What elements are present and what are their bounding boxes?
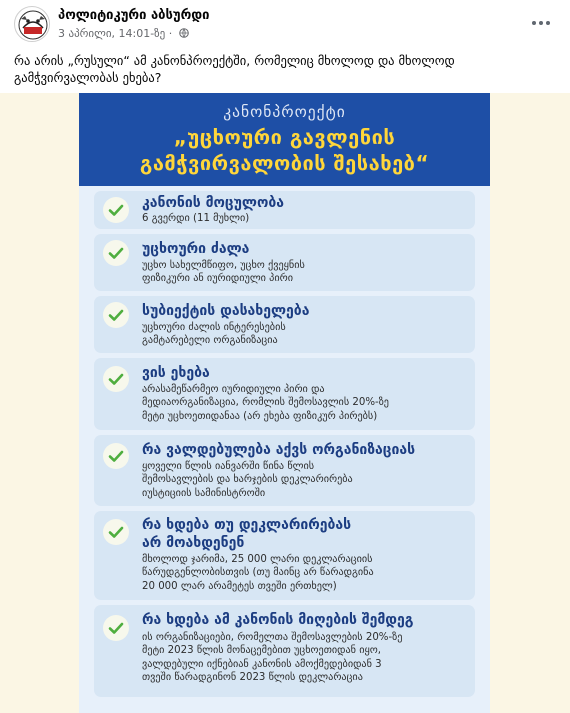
law-point-title: სუბიექტის დასახელება: [142, 303, 310, 319]
check-circle-icon: [103, 443, 129, 469]
check-circle-icon: [103, 519, 129, 545]
law-point-body-line: არასამეწარმეო იურიდიული პირი და: [142, 384, 325, 395]
law-point-body: [142, 631, 467, 684]
law-point-title-line: არ მოახდენენ: [142, 535, 245, 551]
law-point-body-line: 20 000 ლარ არამეტეს თვეში ერთხელ): [142, 580, 337, 592]
infographic-pretitle: კანონპროექტი: [223, 103, 346, 121]
check-circle-icon: [103, 197, 129, 223]
post-caption: რა არის „რუსული“ ამ კანონპროექტში, რომელიც მხოლოდ და მხოლოდ გამჭვირვალობას ეხება?: [14, 53, 455, 85]
infographic-title-line1: „უცხოური გავლენის: [173, 125, 396, 149]
law-point-body-line: 6 გვერდი (11 მუხლი): [142, 213, 250, 224]
law-point-title: კანონის მოცულობა: [142, 195, 284, 211]
law-point-item: [94, 435, 475, 506]
law-point-body-line: მეტი 2023 წლის მონაცემებით უცხოეთიდან იყო,: [142, 645, 381, 657]
law-point-body-line: წარუდგენლობისთვის (თუ მაინც არ წარადგინა: [142, 567, 374, 579]
check-circle-icon: [103, 240, 129, 266]
law-point-title-line: რა ხდება თუ დეკლარირებას: [142, 517, 352, 533]
law-point-item: [94, 605, 475, 697]
post-timestamp[interactable]: 3 აპრილი, 14:01-ზე ·: [58, 27, 173, 40]
law-point-body: [142, 553, 467, 593]
law-point-body-line: იუსტიციის სამინისტროში: [142, 487, 266, 499]
author-name[interactable]: პოლიტიკური აბსურდი: [58, 8, 210, 23]
law-point-body-line: უცხო სახელმწიფო, უცხო ქვეყნის: [142, 260, 305, 271]
post-meta[interactable]: [58, 27, 189, 40]
law-point-item: [94, 234, 475, 291]
law-point-title: რა ვალდებულება აქვს ორგანიზაციას: [142, 442, 416, 458]
law-point-title: უცხოური ძალა: [142, 241, 250, 257]
post-header: [0, 0, 570, 48]
infographic-title-line2: გამჭვირვალობის შესახებ“: [139, 151, 430, 175]
law-point-body-line: მედიაორგანიზაცია, რომლის შემოსავლის 20%-ზე: [142, 397, 389, 409]
law-point-body-line: ფიზიკური ან იურიდიული პირი: [142, 273, 294, 285]
more-options-icon: [539, 21, 543, 25]
law-point-item: [94, 191, 475, 229]
more-options-icon: [546, 21, 550, 25]
law-point-body-line: ვალდებული იქნებიან კანონის ამოქმედებიდან 3: [142, 658, 382, 670]
page-avatar[interactable]: [14, 6, 50, 42]
law-point-body-line: შემოსავლების და ხარჯების დეკლარირება: [142, 474, 353, 486]
law-point-body-line: მეტი უცხოეთიდანაა (არ ეხება ფიზიკურ პირებს): [142, 410, 378, 422]
law-point-body: [142, 460, 467, 500]
law-point-title: [142, 516, 351, 552]
law-point-body: [142, 212, 467, 225]
more-options-icon: [532, 21, 536, 25]
globe-icon: [179, 28, 189, 38]
check-circle-icon: [103, 615, 129, 641]
law-point-body: [142, 383, 467, 423]
more-options-button[interactable]: [530, 14, 552, 32]
law-point-body: [142, 259, 467, 286]
law-point-body-line: ყოველი წლის იანვარში წინა წლის: [142, 461, 315, 472]
law-point-body-line: გამტარებელი ორგანიზაცია: [142, 335, 278, 347]
law-point-body-line: უცხოური ძალის ინტერესების: [142, 322, 286, 333]
infographic-card: [79, 93, 490, 713]
check-circle-icon: [103, 366, 129, 392]
law-point-body-line: ის ორგანიზაციები, რომელთა შემოსავლების 20%-ზე: [142, 632, 403, 643]
infographic-banner: [79, 93, 490, 186]
post-image[interactable]: [0, 93, 570, 713]
check-circle-icon: [103, 302, 129, 328]
law-point-title: ვის ეხება: [142, 365, 210, 381]
law-point-item: [94, 296, 475, 353]
page-avatar-logo-icon: [15, 7, 50, 42]
law-point-item: [94, 511, 475, 600]
law-point-body-line: თვეში წარადგინონ 2023 წლის დეკლარაცია: [142, 671, 363, 683]
law-point-body-line: მხოლოდ ჯარიმა, 25 000 ლარი დეკლარაციის: [142, 554, 373, 565]
law-point-title: რა ხდება ამ კანონის მიღების შემდეგ: [142, 612, 414, 628]
law-point-body: [142, 321, 467, 348]
law-point-item: [94, 358, 475, 430]
